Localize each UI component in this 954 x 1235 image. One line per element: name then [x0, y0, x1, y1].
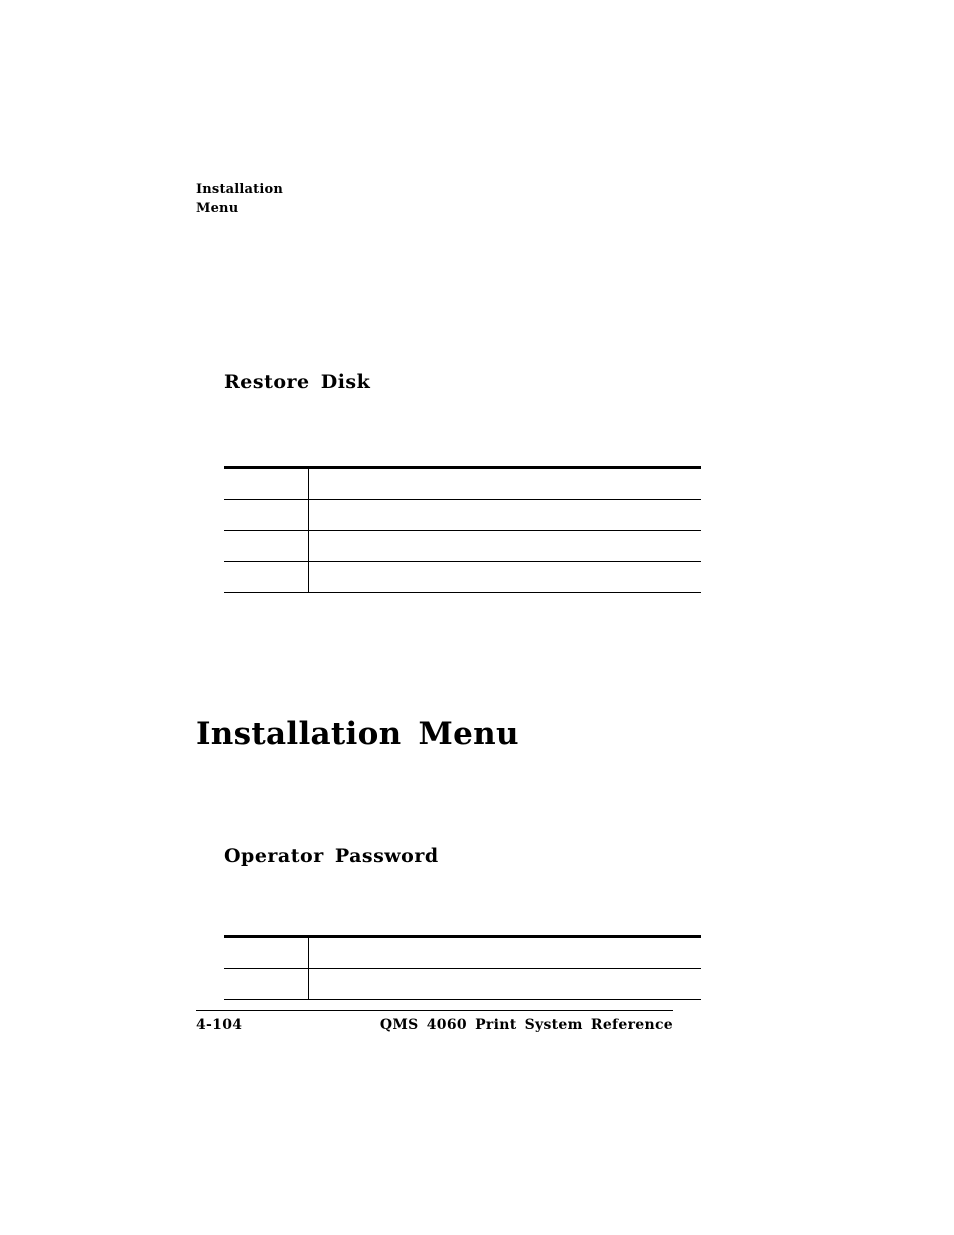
- table-cell: [224, 937, 309, 969]
- footer-rule: [196, 1010, 673, 1011]
- table-cell: [224, 468, 309, 500]
- table-cell: [224, 562, 309, 593]
- table-cell: [309, 468, 702, 500]
- chapter-title: Installation Menu: [196, 716, 519, 752]
- table-cell: [309, 531, 702, 562]
- table-row: [224, 562, 701, 593]
- table-row: [224, 500, 701, 531]
- page-number: 4-104: [196, 1017, 243, 1033]
- operator-password-heading: Operator Password: [224, 845, 439, 867]
- table-cell: [309, 969, 702, 1000]
- book-title: QMS 4060 Print System Reference: [379, 1017, 673, 1033]
- table-row: [224, 969, 701, 1000]
- table-row: [224, 468, 701, 500]
- restore-disk-heading: Restore Disk: [224, 371, 371, 393]
- running-head: [196, 180, 283, 218]
- table-cell: [224, 531, 309, 562]
- running-head-line-2: Menu: [196, 201, 239, 216]
- table-cell: [309, 500, 702, 531]
- table-cell: [309, 562, 702, 593]
- table-row: [224, 937, 701, 969]
- operator-password-table: [224, 935, 701, 1000]
- running-head-line-1: Installation: [196, 182, 284, 197]
- table-cell: [309, 937, 702, 969]
- table-cell: [224, 500, 309, 531]
- table-row: [224, 531, 701, 562]
- restore-disk-table: [224, 466, 701, 593]
- table-cell: [224, 969, 309, 1000]
